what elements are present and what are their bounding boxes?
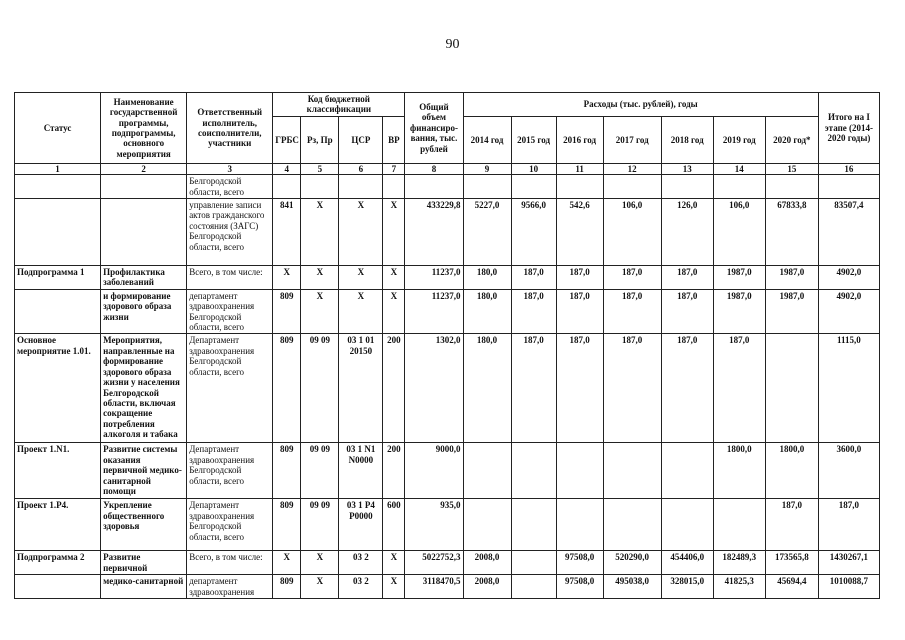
column-number: 7	[383, 163, 405, 174]
cell-name	[101, 199, 187, 266]
cell-y2018: 187,0	[661, 334, 713, 443]
cell-status	[15, 289, 101, 334]
cell-executor: управление записи актов гражданского состояния (ЗАГС) Белгородской области, всего	[187, 199, 273, 266]
column-number: 1	[15, 163, 101, 174]
cell-grbs: 809	[273, 334, 301, 443]
cell-y2018	[661, 443, 713, 499]
cell-y2016	[556, 443, 603, 499]
cell-y2016: 187,0	[556, 266, 603, 290]
column-number: 4	[273, 163, 301, 174]
cell-status: Проект 1.Р4.	[15, 499, 101, 551]
cell-y2018: 126,0	[661, 199, 713, 266]
cell-grbs: 841	[273, 199, 301, 266]
cell-csr: 03 1 N1 N0000	[339, 443, 383, 499]
cell-rzpr: 09 09	[301, 443, 339, 499]
cell-y2017: 495038,0	[603, 575, 661, 599]
cell-csr: Х	[339, 289, 383, 334]
header-year: 2017 год	[603, 116, 661, 163]
cell-y2020: 45694,4	[765, 575, 818, 599]
cell-vr: Х	[383, 575, 405, 599]
cell-status	[15, 575, 101, 599]
cell-total: 3118470,5	[405, 575, 463, 599]
cell-total: 433229,8	[405, 199, 463, 266]
cell-y2020	[765, 334, 818, 443]
cell-rzpr: Х	[301, 551, 339, 575]
column-number: 6	[339, 163, 383, 174]
cell-total: 9000,0	[405, 443, 463, 499]
cell-csr	[339, 175, 383, 199]
cell-y2016	[556, 175, 603, 199]
cell-vr: 600	[383, 499, 405, 551]
header-expenses: Расходы (тыс. рублей), годы	[463, 93, 818, 117]
cell-vr: Х	[383, 199, 405, 266]
column-number: 5	[301, 163, 339, 174]
cell-y2017: 106,0	[603, 199, 661, 266]
column-number-row	[15, 163, 880, 174]
cell-y2014	[463, 499, 511, 551]
cell-y2018	[661, 499, 713, 551]
cell-y2019: 1987,0	[713, 289, 765, 334]
budget-table	[14, 92, 880, 599]
cell-y2019: 1800,0	[713, 443, 765, 499]
cell-grbs	[273, 175, 301, 199]
cell-total: 5022752,3	[405, 551, 463, 575]
cell-rzpr: Х	[301, 575, 339, 599]
cell-y2014	[463, 175, 511, 199]
cell-status: Проект 1.N1.	[15, 443, 101, 499]
table-row	[15, 443, 880, 499]
cell-y2019: 182489,3	[713, 551, 765, 575]
column-number: 9	[463, 163, 511, 174]
cell-y2017: 187,0	[603, 289, 661, 334]
cell-y2015	[511, 175, 556, 199]
cell-vr: 200	[383, 443, 405, 499]
cell-csr: 03 2	[339, 551, 383, 575]
column-number: 2	[101, 163, 187, 174]
cell-executor: Белгородской области, всего	[187, 175, 273, 199]
column-number: 16	[818, 163, 879, 174]
column-number: 13	[661, 163, 713, 174]
cell-executor: Всего, в том числе:	[187, 266, 273, 290]
cell-stage: 3600,0	[818, 443, 879, 499]
cell-y2015	[511, 443, 556, 499]
header-year: 2015 год	[511, 116, 556, 163]
table-row	[15, 334, 880, 443]
cell-rzpr: 09 09	[301, 334, 339, 443]
header-status: Статус	[15, 93, 101, 164]
table-row	[15, 575, 880, 599]
cell-y2016: 187,0	[556, 334, 603, 443]
cell-y2014: 2008,0	[463, 551, 511, 575]
cell-vr: Х	[383, 289, 405, 334]
cell-grbs: 809	[273, 443, 301, 499]
cell-total	[405, 175, 463, 199]
cell-vr: 200	[383, 334, 405, 443]
cell-csr: 03 2	[339, 575, 383, 599]
cell-y2015: 9566,0	[511, 199, 556, 266]
cell-y2018: 187,0	[661, 289, 713, 334]
cell-csr: 03 1 01 20150	[339, 334, 383, 443]
cell-rzpr: Х	[301, 289, 339, 334]
header-budget-code: Код бюджетной классификации	[273, 93, 405, 117]
column-number: 14	[713, 163, 765, 174]
cell-y2016: 542,6	[556, 199, 603, 266]
cell-y2019: 106,0	[713, 199, 765, 266]
cell-name: Мероприятия, направленные на формирование здорового образа жизни у населения Белгородской области, включая сокращение потребления алкоголя и табака	[101, 334, 187, 443]
cell-y2020: 67833,8	[765, 199, 818, 266]
cell-y2016: 97508,0	[556, 551, 603, 575]
column-number: 8	[405, 163, 463, 174]
cell-vr: Х	[383, 266, 405, 290]
column-number: 12	[603, 163, 661, 174]
cell-name: Развитие первичной	[101, 551, 187, 575]
cell-executor: Всего, в том числе:	[187, 551, 273, 575]
header-year: 2014 год	[463, 116, 511, 163]
cell-total: 11237,0	[405, 266, 463, 290]
header-csr: ЦСР	[339, 116, 383, 163]
cell-y2019	[713, 499, 765, 551]
cell-y2017: 187,0	[603, 266, 661, 290]
header-vr: ВР	[383, 116, 405, 163]
cell-y2015: 187,0	[511, 334, 556, 443]
cell-rzpr: 09 09	[301, 499, 339, 551]
table-row	[15, 289, 880, 334]
cell-name: Развитие системы оказания первичной медико-санитарной помощи	[101, 443, 187, 499]
cell-y2020	[765, 175, 818, 199]
cell-name	[101, 175, 187, 199]
column-number: 3	[187, 163, 273, 174]
cell-status	[15, 175, 101, 199]
cell-stage	[818, 175, 879, 199]
header-executor: Ответственный исполнитель, соисполнители, участники	[187, 93, 273, 164]
table-row	[15, 199, 880, 266]
cell-csr: Х	[339, 199, 383, 266]
cell-grbs: 809	[273, 575, 301, 599]
cell-y2018	[661, 175, 713, 199]
cell-total: 1302,0	[405, 334, 463, 443]
cell-y2017	[603, 499, 661, 551]
cell-rzpr: Х	[301, 199, 339, 266]
cell-vr: Х	[383, 551, 405, 575]
cell-stage: 1430267,1	[818, 551, 879, 575]
cell-y2017	[603, 443, 661, 499]
cell-y2016: 97508,0	[556, 575, 603, 599]
cell-stage: 83507,4	[818, 199, 879, 266]
header-year: 2020 год*	[765, 116, 818, 163]
cell-vr	[383, 175, 405, 199]
table-row	[15, 499, 880, 551]
cell-status: Подпрограмма 1	[15, 266, 101, 290]
cell-name: Укрепление общественного здоровья	[101, 499, 187, 551]
table-row	[15, 266, 880, 290]
cell-y2017: 187,0	[603, 334, 661, 443]
cell-y2014	[463, 443, 511, 499]
cell-y2014: 180,0	[463, 334, 511, 443]
cell-grbs: Х	[273, 551, 301, 575]
cell-executor: Департамент здравоохранения Белгородской области, всего	[187, 334, 273, 443]
cell-name: и формирование здорового образа жизни	[101, 289, 187, 334]
cell-executor: Департамент здравоохранения Белгородской области, всего	[187, 499, 273, 551]
cell-y2020: 187,0	[765, 499, 818, 551]
cell-y2019: 187,0	[713, 334, 765, 443]
cell-grbs: 809	[273, 289, 301, 334]
cell-y2014: 180,0	[463, 289, 511, 334]
header-year: 2018 год	[661, 116, 713, 163]
cell-y2016	[556, 499, 603, 551]
cell-executor: департамент здравоохранения	[187, 575, 273, 599]
cell-stage: 187,0	[818, 499, 879, 551]
cell-y2015	[511, 499, 556, 551]
cell-executor: Департамент здравоохранения Белгородской области, всего	[187, 443, 273, 499]
cell-csr: 03 1 Р4 Р0000	[339, 499, 383, 551]
cell-executor: департамент здравоохранения Белгородской области, всего	[187, 289, 273, 334]
cell-y2018: 454406,0	[661, 551, 713, 575]
cell-status	[15, 199, 101, 266]
header-grbs: ГРБС	[273, 116, 301, 163]
header-rzpr: Рз, Пр	[301, 116, 339, 163]
cell-stage: 1010088,7	[818, 575, 879, 599]
cell-y2019: 1987,0	[713, 266, 765, 290]
cell-rzpr: Х	[301, 266, 339, 290]
cell-y2020: 1987,0	[765, 289, 818, 334]
cell-y2014: 180,0	[463, 266, 511, 290]
cell-y2019: 41825,3	[713, 575, 765, 599]
cell-y2015: 187,0	[511, 266, 556, 290]
column-number: 10	[511, 163, 556, 174]
cell-grbs: Х	[273, 266, 301, 290]
cell-y2020: 1987,0	[765, 266, 818, 290]
cell-stage: 4902,0	[818, 289, 879, 334]
table-row	[15, 175, 880, 199]
cell-rzpr	[301, 175, 339, 199]
table-row	[15, 551, 880, 575]
cell-y2016: 187,0	[556, 289, 603, 334]
cell-y2015	[511, 551, 556, 575]
cell-y2017	[603, 175, 661, 199]
cell-csr: Х	[339, 266, 383, 290]
header-year: 2019 год	[713, 116, 765, 163]
cell-y2015	[511, 575, 556, 599]
cell-y2019	[713, 175, 765, 199]
cell-y2014: 5227,0	[463, 199, 511, 266]
header-stage-total: Итого на I этапе (2014-2020 годы)	[818, 93, 879, 164]
cell-grbs: 809	[273, 499, 301, 551]
header-year: 2016 год	[556, 116, 603, 163]
cell-y2020: 173565,8	[765, 551, 818, 575]
cell-y2018: 187,0	[661, 266, 713, 290]
header-name: Наименование государственной программы, подпрограммы, основного мероприятия	[101, 93, 187, 164]
cell-total: 935,0	[405, 499, 463, 551]
cell-y2015: 187,0	[511, 289, 556, 334]
column-number: 11	[556, 163, 603, 174]
cell-status: Основное мероприятие 1.01.	[15, 334, 101, 443]
header-total: Общий объем финансиро-вания, тыс. рублей	[405, 93, 463, 164]
page-number: 90	[445, 37, 460, 52]
cell-total: 11237,0	[405, 289, 463, 334]
cell-stage: 4902,0	[818, 266, 879, 290]
cell-stage: 1115,0	[818, 334, 879, 443]
cell-y2014: 2008,0	[463, 575, 511, 599]
cell-name: Профилактика заболеваний	[101, 266, 187, 290]
cell-name: медико-санитарной	[101, 575, 187, 599]
cell-status: Подпрограмма 2	[15, 551, 101, 575]
cell-y2017: 520290,0	[603, 551, 661, 575]
cell-y2018: 328015,0	[661, 575, 713, 599]
cell-y2020: 1800,0	[765, 443, 818, 499]
column-number: 15	[765, 163, 818, 174]
